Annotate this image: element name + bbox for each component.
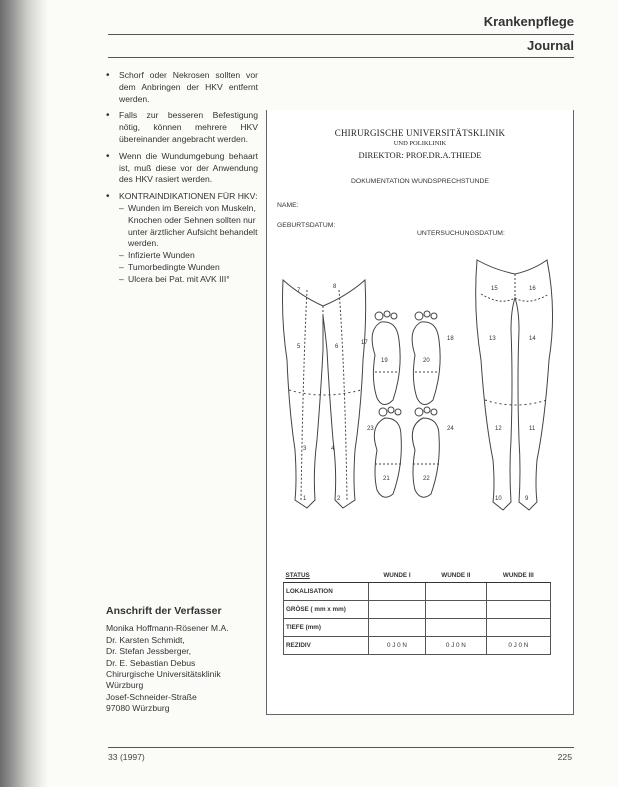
toe — [424, 407, 430, 413]
institution-name: CHIRURGISCHE UNIVERSITÄTSKLINIK — [334, 128, 506, 138]
toe — [415, 408, 423, 416]
zone-label: 8 — [333, 284, 337, 290]
table-cell[interactable] — [426, 619, 487, 637]
table-cell[interactable] — [486, 601, 550, 619]
zone-label: 1 — [303, 496, 307, 502]
journal-section-title: Krankenpflege — [483, 14, 574, 29]
poliklinik-line: UND POLIKLINIK — [393, 140, 447, 147]
list-item: – Wunden im Bereich von Muskeln, Knochen oder Sehnen sollten nur unter ärztlicher Aufsicht behandelt werden. — [119, 203, 258, 250]
contraindications-item — [106, 191, 258, 285]
toe — [415, 312, 423, 320]
table-cell[interactable]: 0 J 0 N — [486, 637, 550, 655]
zone-label: 21 — [383, 476, 390, 482]
zone-label: 7 — [297, 288, 301, 294]
sole-bottom-right — [412, 418, 439, 497]
author-line: 97080 Würzburg — [106, 703, 170, 714]
list-item: • Falls zur besseren Befestigung nötig, können mehrere HKV übereinander angebracht werden. — [106, 110, 258, 145]
zone-label: 22 — [423, 476, 430, 482]
instruction-list — [106, 70, 258, 286]
name-label: NAME: — [277, 202, 299, 209]
zone-label: 18 — [447, 336, 454, 342]
row-label: LOKALISATION — [284, 583, 369, 601]
toe — [424, 311, 430, 317]
table-row — [284, 583, 551, 601]
table-cell[interactable]: 0 J 0 N — [426, 637, 487, 655]
zone-label: 17 — [361, 340, 368, 346]
author-line: Dr. E. Sebastian Debus — [106, 657, 196, 668]
zone-label: 19 — [381, 358, 388, 364]
row-label: GRÖSE ( mm x mm) — [284, 601, 369, 619]
toe — [375, 312, 383, 320]
table-row — [284, 619, 551, 637]
footer-rule — [108, 747, 574, 748]
zone-label: 24 — [447, 426, 454, 432]
zone-label: 23 — [367, 426, 374, 432]
back-knee-line — [485, 400, 547, 405]
row-label: TIEFE (mm) — [284, 619, 369, 637]
table-header: WUNDE III — [486, 569, 550, 583]
zone-label: 3 — [303, 446, 307, 452]
table-cell[interactable] — [369, 583, 426, 601]
toe — [391, 313, 397, 319]
author-line: Dr. Karsten Schmidt, — [106, 634, 185, 645]
instruction-column — [106, 70, 258, 291]
toe — [379, 408, 387, 416]
table-cell[interactable] — [369, 601, 426, 619]
author-address — [106, 606, 266, 715]
toe — [431, 313, 437, 319]
table-cell[interactable] — [426, 601, 487, 619]
header-rule-lower — [108, 57, 574, 58]
exam-date-label: UNTERSUCHUNGSDATUM: — [417, 230, 505, 237]
table-cell[interactable] — [486, 583, 550, 601]
table-row — [284, 601, 551, 619]
front-right-zone-line — [339, 290, 347, 500]
table-cell[interactable] — [486, 619, 550, 637]
birthdate-label: GEBURTSDATUM: — [277, 222, 336, 229]
zone-label: 10 — [495, 496, 502, 502]
table-header: WUNDE II — [426, 569, 487, 583]
wound-status-table — [283, 569, 551, 655]
zone-label: 16 — [529, 286, 536, 292]
zone-label: 6 — [335, 344, 339, 350]
header-rule — [108, 34, 574, 35]
zone-label: 15 — [491, 286, 498, 292]
toe — [431, 409, 437, 415]
list-item: – Ulcera bei Pat. mit AVK III° — [119, 274, 258, 286]
wound-documentation-form — [266, 110, 574, 715]
back-legs-outline — [476, 260, 553, 510]
contraindications-heading: KONTRAINDIKATIONEN FÜR HKV: — [119, 191, 258, 202]
list-item: • Wenn die Wundumgebung behaart ist, muß diese vor der Anwendung des HKV rasiert werden. — [106, 151, 258, 186]
page-number: 225 — [557, 752, 572, 762]
author-line: Würzburg — [106, 680, 144, 691]
toe — [388, 407, 394, 413]
zone-label: 2 — [337, 496, 341, 502]
zone-label: 11 — [529, 426, 536, 432]
table-header: STATUS — [284, 569, 369, 583]
zone-label: 13 — [489, 336, 496, 342]
list-item: – Tumorbedingte Wunden — [119, 262, 258, 274]
table-cell[interactable]: 0 J 0 N — [369, 637, 426, 655]
volume-year: 33 (1997) — [108, 752, 145, 762]
director-line: DIREKTOR: PROF.DR.A.THIEDE — [358, 150, 482, 160]
list-item: – Infizierte Wunden — [119, 250, 258, 262]
toe — [395, 409, 401, 415]
zone-label: 9 — [525, 496, 529, 502]
list-item: • Schorf oder Nekrosen sollten vor dem Anbringen der HKV entfernt werden. — [106, 70, 258, 105]
author-heading: Anschrift der Verfasser — [106, 605, 222, 617]
zone-label: 12 — [495, 426, 502, 432]
book-spine-shadow — [0, 0, 48, 787]
row-label: REZIDIV — [284, 637, 369, 655]
table-header: WUNDE I — [369, 569, 426, 583]
author-line: Chirurgische Universitätsklinik — [106, 669, 221, 680]
toe — [384, 311, 390, 317]
zone-label: 5 — [297, 344, 301, 350]
author-line: Dr. Stefan Jessberger, — [106, 646, 192, 657]
zone-label: 14 — [529, 336, 536, 342]
front-knee-line — [289, 390, 361, 395]
body-diagram — [267, 250, 573, 550]
front-left-zone-line — [301, 290, 307, 500]
journal-label: Journal — [527, 38, 574, 53]
front-legs-outline — [283, 280, 366, 508]
table-cell[interactable] — [369, 619, 426, 637]
sole-bottom-left — [374, 418, 401, 497]
contraindications-list — [119, 203, 258, 286]
zone-label: 20 — [423, 358, 430, 364]
table-row — [284, 637, 551, 655]
table-cell[interactable] — [426, 583, 487, 601]
form-title: DOKUMENTATION WUNDSPRECHSTUNDE — [351, 178, 489, 185]
author-line: Josef-Schneider-Straße — [106, 691, 197, 702]
zone-label: 4 — [331, 446, 335, 452]
author-line: Monika Hoffmann-Rösener M.A. — [106, 623, 229, 634]
